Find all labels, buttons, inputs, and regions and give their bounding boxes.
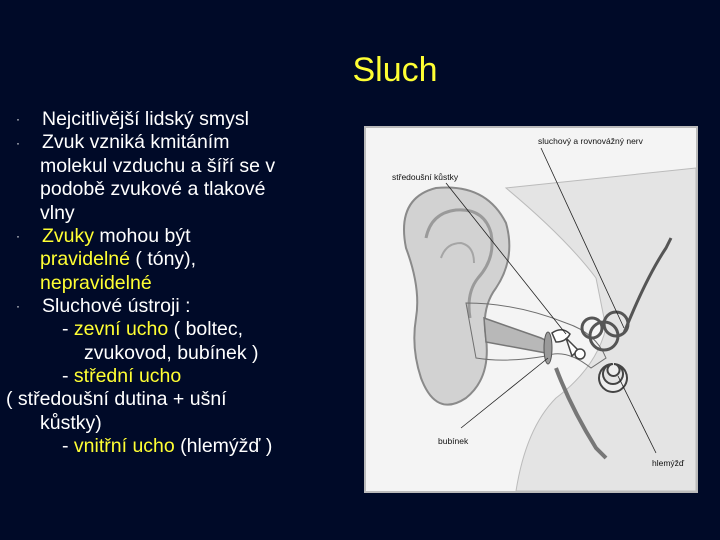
bullet-dot-icon: · xyxy=(16,112,20,127)
bullet-dot-icon: · xyxy=(16,135,20,150)
bullet-dot-icon: · xyxy=(16,299,20,314)
label-eardrum: bubínek xyxy=(438,436,469,446)
sub-item-continuation: zvukovod, bubínek ) xyxy=(84,341,259,364)
bullet-continuation xyxy=(14,248,354,271)
bullet-text: Sluchové ústroji : xyxy=(42,294,191,317)
ear-cross-section-illustration xyxy=(366,128,696,491)
bullet-text: ( tóny), xyxy=(129,248,197,271)
highlight-text: vnitřní ucho xyxy=(73,434,175,457)
sub-item-continuation: ( středoušní dutina + ušní xyxy=(6,388,227,411)
sub-item: - zevní ucho ( boltec, xyxy=(62,318,244,341)
bullet-continuation: podobě zvukové a tlakové xyxy=(40,178,266,201)
bullet-text: Nejcitlivější lidský smysl xyxy=(42,108,249,130)
bullet-item xyxy=(14,108,354,131)
sub-item: - vnitřní ucho (hlemýžď ) xyxy=(62,434,273,457)
sub-item: - střední ucho xyxy=(62,365,182,388)
label-cochlea: hlemýžď xyxy=(652,458,685,468)
bullet-text: mohou být xyxy=(94,224,191,247)
ear-anatomy-figure xyxy=(364,126,698,493)
highlight-text: zevní ucho xyxy=(73,318,169,341)
slide-title: Sluch xyxy=(352,51,438,89)
bullet-continuation: molekul vzduchu a šíří se v xyxy=(40,154,276,177)
label-ossicles: středoušní kůstky xyxy=(392,172,459,182)
highlight-text: nepravidelné xyxy=(40,271,152,294)
highlight-text: střední ucho xyxy=(73,365,182,388)
label-auditory-nerve: sluchový a rovnovážný nerv xyxy=(538,136,643,146)
bullet-item xyxy=(14,225,354,248)
highlight-text: Zvuky xyxy=(42,224,95,247)
bullet-dot-icon: · xyxy=(16,229,20,244)
bullet-text: Zvuk vzniká kmitáním xyxy=(42,131,230,154)
bullet-continuation xyxy=(14,272,354,295)
bullet-item xyxy=(14,295,354,318)
bullet-continuation: vlny xyxy=(40,201,75,224)
highlight-text: pravidelné xyxy=(40,248,130,271)
bullet-item xyxy=(14,131,354,154)
sub-item-continuation: kůstky) xyxy=(40,411,102,434)
slide-body xyxy=(6,108,354,458)
